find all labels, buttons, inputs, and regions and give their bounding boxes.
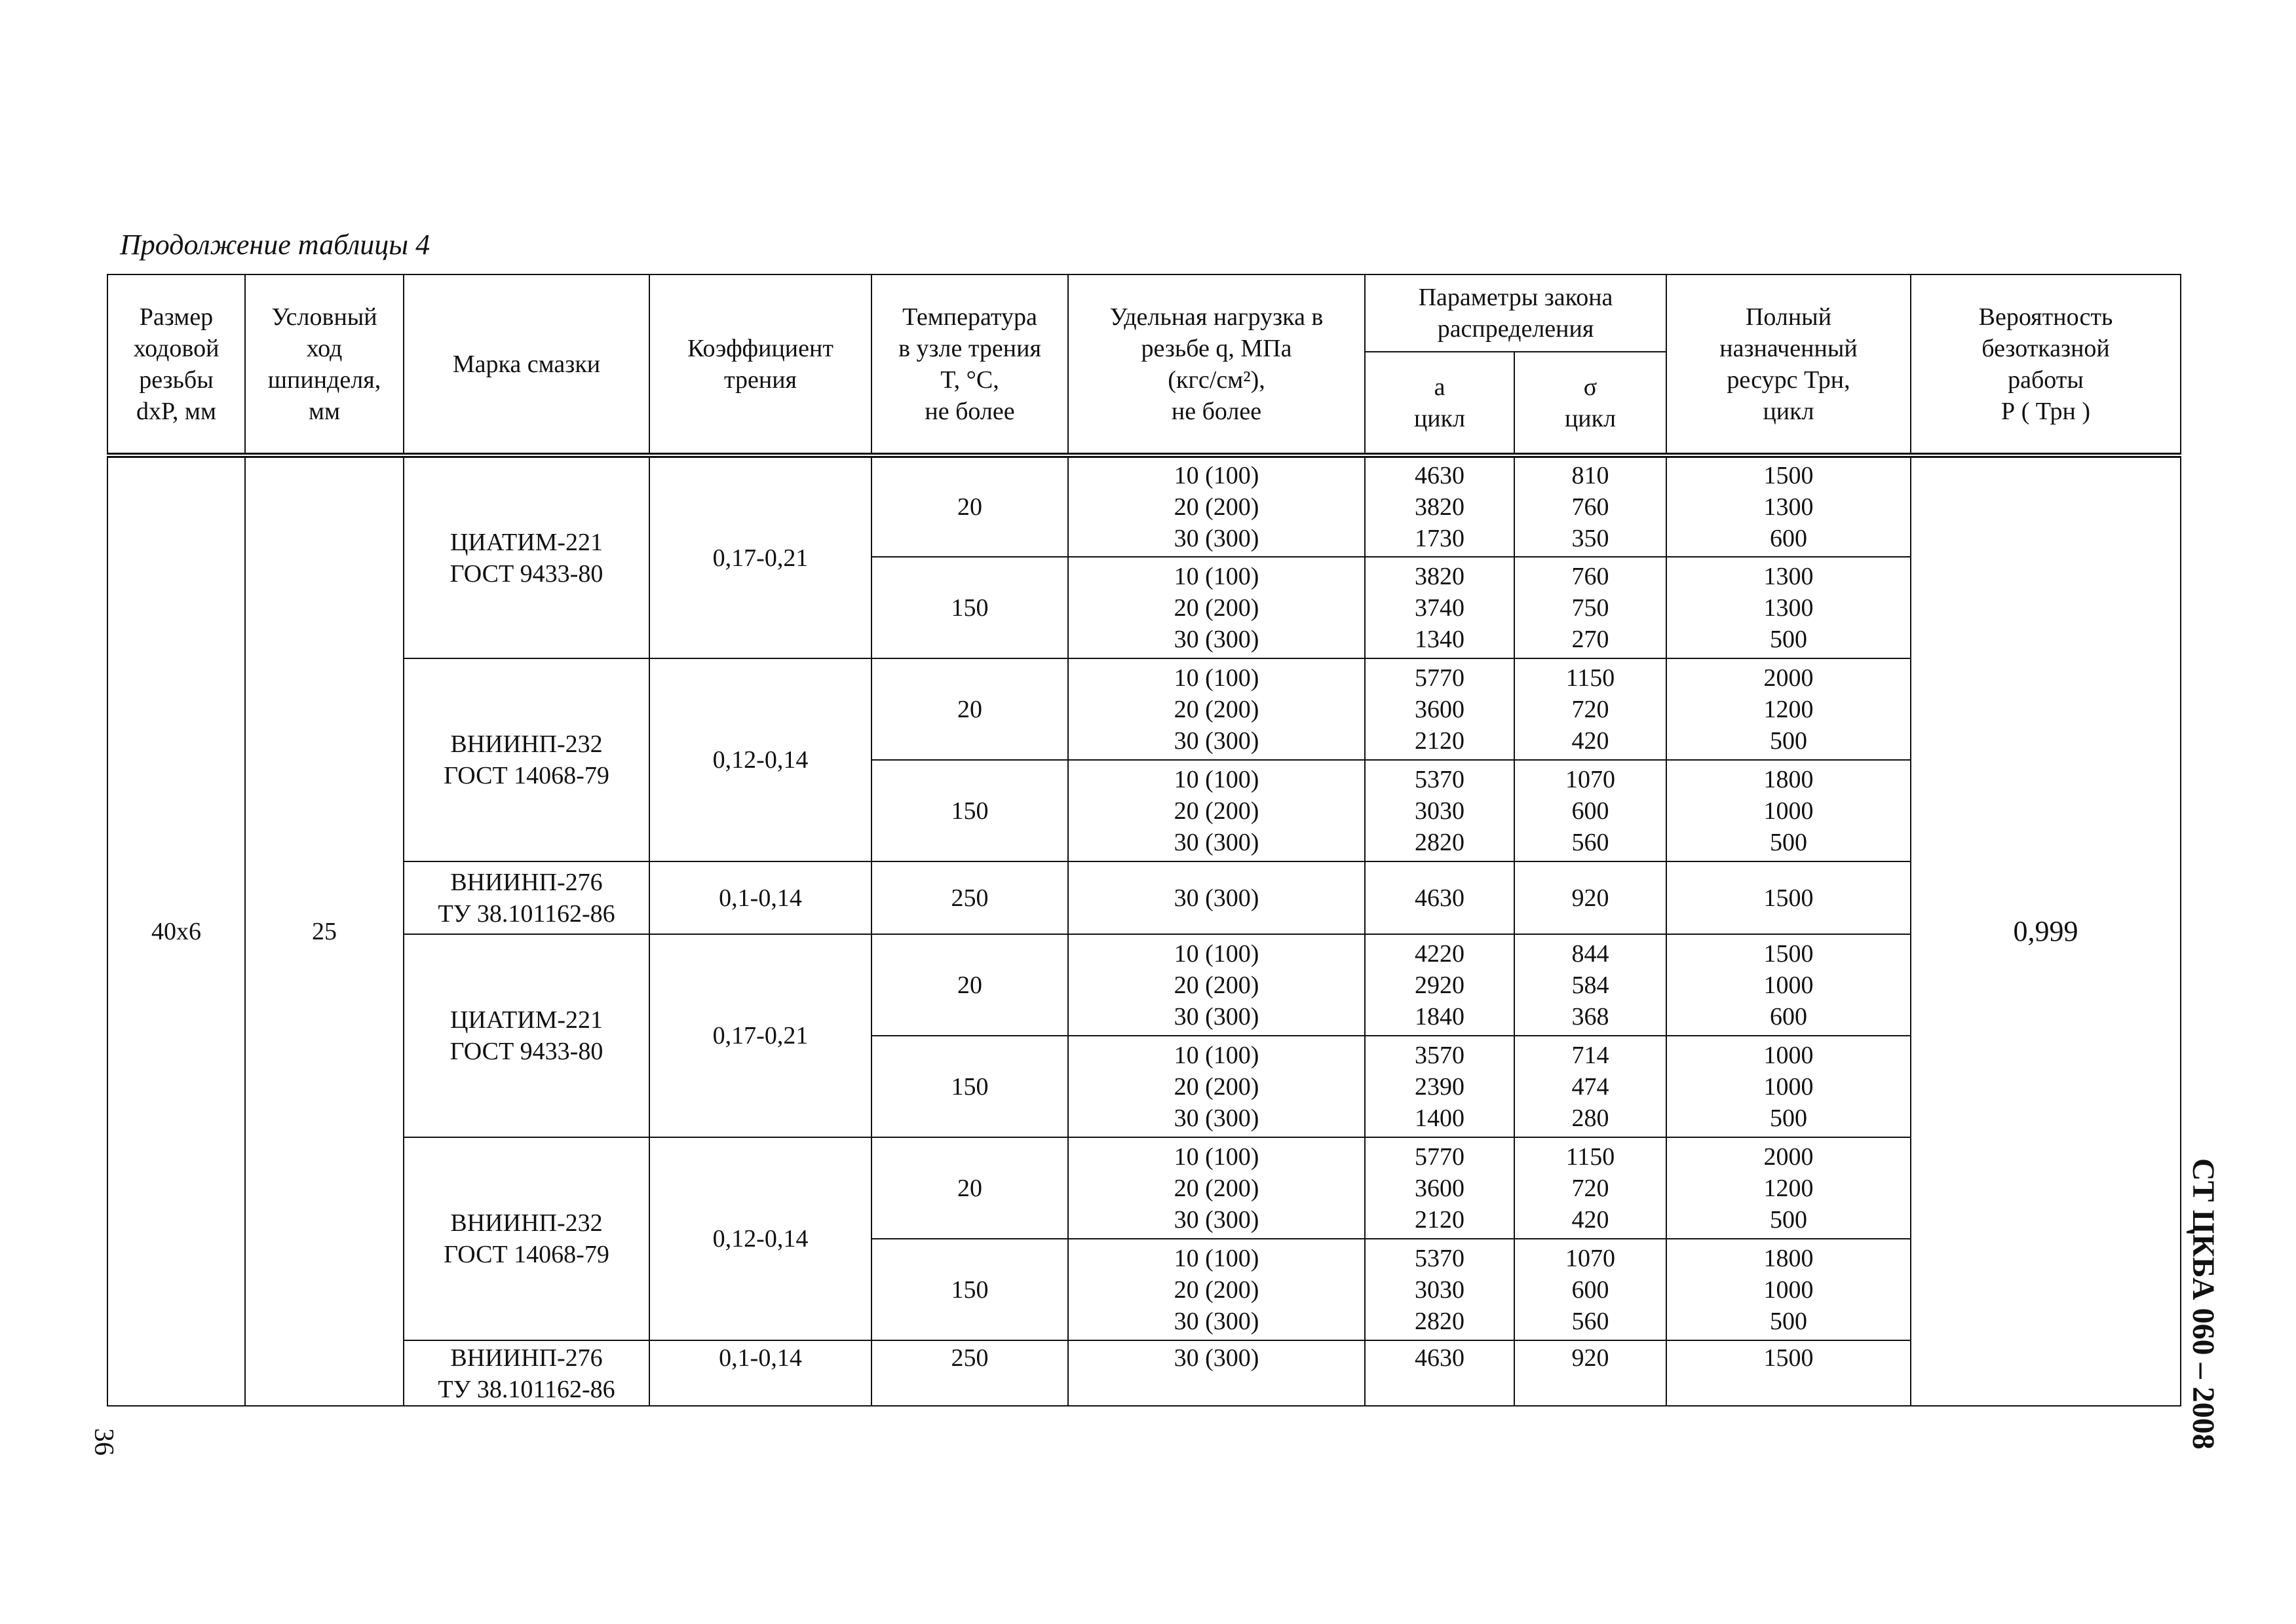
sigma-cell-value: 368 — [1571, 1002, 1609, 1030]
sigma-cell-value: 1070 — [1565, 1244, 1615, 1272]
table-row — [107, 455, 2181, 557]
load-cell-value: 20 (200) — [1174, 594, 1259, 622]
a-cell-value: 4630 — [1415, 884, 1464, 912]
resource-cell — [1666, 1239, 1911, 1340]
load-cell-value: 30 (300) — [1174, 1205, 1259, 1234]
sigma-cell-value: 420 — [1571, 1205, 1609, 1234]
table-header — [107, 274, 2181, 455]
header-grease: Марка смазки — [404, 274, 649, 455]
grease-cell-value: ТУ 38.101162-86 — [438, 899, 615, 928]
header-line: назначенный — [1719, 334, 1858, 362]
grease-cell-value: ЦИАТИМ-221 — [450, 528, 603, 556]
header-line: распределения — [1437, 315, 1594, 343]
temperature-cell: 150 — [871, 760, 1068, 861]
resource-cell-value: 1800 — [1763, 765, 1814, 793]
friction-cell: 0,1-0,14 — [649, 1340, 871, 1406]
sigma-cell-value: 474 — [1571, 1072, 1609, 1101]
header-line: безотказной — [1981, 334, 2110, 362]
header-line: Параметры закона — [1418, 284, 1613, 311]
a-cell-value: 2120 — [1415, 1205, 1464, 1234]
friction-cell: 0,17-0,21 — [649, 455, 871, 658]
a-cell — [1365, 1036, 1514, 1137]
temperature-cell: 150 — [871, 1239, 1068, 1340]
header-line: Удельная нагрузка в — [1109, 303, 1324, 331]
load-cell-value: 20 (200) — [1174, 797, 1259, 825]
resource-cell-value: 1500 — [1763, 462, 1814, 489]
a-cell-value: 4220 — [1415, 939, 1464, 968]
load-cell — [1068, 1137, 1365, 1239]
sigma-cell — [1514, 934, 1666, 1036]
load-cell — [1068, 1239, 1365, 1340]
load-cell — [1068, 934, 1365, 1036]
header-line: Вероятность — [1978, 303, 2113, 331]
temperature-cell: 250 — [871, 1340, 1068, 1406]
resource-cell-value: 1000 — [1763, 797, 1814, 825]
header-line: Размер — [139, 303, 214, 331]
sigma-cell — [1514, 1137, 1666, 1239]
a-cell-value: 1730 — [1415, 525, 1464, 552]
table-row — [107, 658, 2181, 760]
resource-cell — [1666, 455, 1911, 557]
resource-cell — [1666, 658, 1911, 760]
grease-cell — [404, 861, 649, 934]
resource-cell-value: 1200 — [1763, 1174, 1814, 1202]
friction-cell: 0,17-0,21 — [649, 934, 871, 1137]
header-line: Коэффициент — [687, 334, 833, 362]
friction-cell: 0,1-0,14 — [649, 861, 871, 934]
temperature-cell: 250 — [871, 861, 1068, 934]
sigma-cell-value: 1070 — [1565, 765, 1615, 793]
header-stroke — [245, 274, 404, 455]
load-cell — [1068, 760, 1365, 861]
a-cell-value: 1340 — [1415, 625, 1464, 653]
sigma-cell — [1514, 658, 1666, 760]
header-line: T, °C, — [940, 366, 999, 394]
grease-cell-value: ЦИАТИМ-221 — [450, 1006, 603, 1034]
header-line: мм — [308, 397, 341, 425]
stroke-cell: 25 — [245, 455, 404, 1406]
sigma-cell-value: 760 — [1571, 493, 1609, 521]
grease-cell-value: ТУ 38.101162-86 — [438, 1376, 615, 1403]
a-cell-value: 2820 — [1415, 828, 1464, 856]
load-cell-value: 20 (200) — [1174, 1072, 1259, 1101]
resource-cell-value: 500 — [1770, 727, 1807, 755]
load-cell-value: 10 (100) — [1174, 562, 1259, 590]
temperature-cell: 150 — [871, 1036, 1068, 1137]
resource-cell-value: 1500 — [1763, 939, 1814, 968]
header-line: ходовой — [133, 334, 220, 362]
resource-cell — [1666, 1340, 1911, 1406]
resource-cell-value: 1300 — [1763, 594, 1814, 622]
load-cell — [1068, 557, 1365, 658]
temperature-cell: 150 — [871, 557, 1068, 658]
a-cell-value: 4630 — [1415, 1344, 1464, 1372]
resource-cell — [1666, 1137, 1911, 1239]
resource-cell-value: 1300 — [1763, 493, 1814, 521]
grease-cell-value: ВНИИНП-232 — [450, 730, 603, 758]
a-cell-value: 5770 — [1415, 1142, 1464, 1171]
a-cell — [1365, 455, 1514, 557]
resource-cell-value: 1000 — [1763, 1041, 1814, 1069]
sigma-cell-value: 720 — [1571, 1174, 1609, 1202]
load-cell — [1068, 1340, 1365, 1406]
sigma-cell — [1514, 861, 1666, 934]
temperature-cell: 20 — [871, 658, 1068, 760]
resource-cell — [1666, 861, 1911, 934]
a-cell-value: 5770 — [1415, 664, 1464, 692]
grease-cell-value: ГОСТ 14068-79 — [444, 762, 609, 789]
grease-cell-value: ГОСТ 9433-80 — [450, 559, 603, 588]
grease-cell-value: ГОСТ 9433-80 — [450, 1038, 603, 1065]
sigma-cell — [1514, 1036, 1666, 1137]
header-thread-size — [107, 274, 245, 455]
table-row — [107, 934, 2181, 1036]
sigma-cell — [1514, 455, 1666, 557]
sigma-cell-value: 1150 — [1565, 664, 1615, 692]
a-cell-value: 3570 — [1415, 1041, 1464, 1069]
table-body — [107, 455, 2181, 1406]
document-id: СТ ЦКБА 060 – 2008 — [2186, 1158, 2221, 1450]
sigma-cell-value: 920 — [1571, 1344, 1609, 1372]
load-cell-value: 30 (300) — [1174, 625, 1259, 653]
load-cell-value: 20 (200) — [1174, 971, 1259, 999]
load-cell-value: 20 (200) — [1174, 695, 1259, 723]
a-cell — [1365, 1340, 1514, 1406]
friction-cell: 0,12-0,14 — [649, 1137, 871, 1340]
a-cell-value: 2820 — [1415, 1307, 1464, 1335]
load-cell-value: 10 (100) — [1174, 1244, 1259, 1272]
sigma-cell-value: 600 — [1571, 1275, 1609, 1304]
a-cell-value: 3740 — [1415, 594, 1464, 622]
header-line: a — [1434, 373, 1445, 401]
resource-cell — [1666, 760, 1911, 861]
sigma-cell — [1514, 557, 1666, 658]
header-line: Условный — [271, 303, 377, 331]
load-cell-value: 30 (300) — [1174, 1307, 1259, 1335]
lubricant-table — [107, 274, 2181, 1407]
load-cell-value: 10 (100) — [1174, 462, 1259, 489]
load-cell-value: 30 (300) — [1174, 727, 1259, 755]
resource-cell-value: 500 — [1770, 625, 1807, 653]
a-cell-value: 3820 — [1415, 493, 1464, 521]
load-cell-value: 30 (300) — [1174, 1344, 1259, 1372]
resource-cell-value: 500 — [1770, 828, 1807, 856]
sigma-cell-value: 584 — [1571, 971, 1609, 999]
a-cell-value: 5370 — [1415, 765, 1464, 793]
table-row — [107, 861, 2181, 934]
sigma-cell — [1514, 1340, 1666, 1406]
a-cell-value: 3600 — [1415, 1174, 1464, 1202]
header-line: цикл — [1413, 404, 1466, 432]
a-cell-value: 4630 — [1415, 462, 1464, 489]
sigma-cell-value: 714 — [1571, 1041, 1609, 1069]
header-line: цикл — [1564, 404, 1617, 432]
sigma-cell-value: 270 — [1571, 625, 1609, 653]
a-cell-value: 3820 — [1415, 562, 1464, 590]
resource-cell-value: 2000 — [1763, 664, 1814, 692]
grease-cell — [404, 1340, 649, 1406]
header-probability — [1911, 274, 2181, 455]
table-row — [107, 1137, 2181, 1239]
a-cell — [1365, 861, 1514, 934]
header-friction — [649, 274, 871, 455]
load-cell-value: 10 (100) — [1174, 664, 1259, 692]
header-line: (кгс/см²), — [1168, 366, 1265, 394]
load-cell — [1068, 658, 1365, 760]
sigma-cell-value: 720 — [1571, 695, 1609, 723]
load-cell — [1068, 455, 1365, 557]
sigma-cell-value: 920 — [1571, 884, 1609, 912]
a-cell-value: 3030 — [1415, 1275, 1464, 1304]
resource-cell-value: 1300 — [1763, 562, 1814, 590]
header-line: шпинделя, — [267, 366, 381, 394]
header-temperature — [871, 274, 1068, 455]
grease-cell-value: ВНИИНП-276 — [450, 868, 603, 896]
header-a — [1365, 352, 1514, 455]
load-cell-value: 30 (300) — [1174, 884, 1259, 912]
header-line: резьбы — [139, 366, 214, 394]
resource-cell-value: 1000 — [1763, 971, 1814, 999]
load-cell-value: 10 (100) — [1174, 765, 1259, 793]
load-cell-value: 30 (300) — [1174, 1002, 1259, 1030]
sigma-cell-value: 560 — [1571, 828, 1609, 856]
resource-cell-value: 600 — [1770, 1002, 1807, 1030]
table-row — [107, 1340, 2181, 1406]
header-line: Полный — [1745, 303, 1832, 331]
load-cell-value: 20 (200) — [1174, 493, 1259, 521]
load-cell-value: 30 (300) — [1174, 828, 1259, 856]
sigma-cell-value: 350 — [1571, 525, 1609, 552]
header-load — [1068, 274, 1365, 455]
sigma-cell-value: 750 — [1571, 594, 1609, 622]
grease-cell — [404, 1137, 649, 1340]
grease-cell-value: ВНИИНП-276 — [450, 1344, 603, 1372]
sigma-cell — [1514, 1239, 1666, 1340]
load-cell — [1068, 1036, 1365, 1137]
header-line: цикл — [1763, 397, 1814, 425]
resource-cell-value: 1500 — [1763, 1344, 1814, 1372]
resource-cell-value: 600 — [1770, 525, 1807, 552]
sigma-cell-value: 760 — [1571, 562, 1609, 590]
header-line: ход — [306, 334, 343, 362]
resource-cell — [1666, 1036, 1911, 1137]
a-cell-value: 1840 — [1415, 1002, 1464, 1030]
load-cell-value: 30 (300) — [1174, 525, 1259, 552]
friction-cell: 0,12-0,14 — [649, 658, 871, 861]
header-distribution-params — [1365, 274, 1666, 352]
header-line: Температура — [902, 303, 1037, 331]
sigma-cell-value: 1150 — [1565, 1142, 1615, 1171]
page-number: 36 — [88, 1428, 119, 1456]
grease-cell — [404, 658, 649, 861]
a-cell — [1365, 760, 1514, 861]
a-cell-value: 2120 — [1415, 727, 1464, 755]
resource-cell-value: 1500 — [1763, 884, 1814, 912]
temperature-cell: 20 — [871, 1137, 1068, 1239]
resource-cell-value: 500 — [1770, 1205, 1807, 1234]
resource-cell-value: 1200 — [1763, 695, 1814, 723]
header-line: не более — [1171, 397, 1262, 425]
temperature-cell: 20 — [871, 934, 1068, 1036]
header-line: резьбе q, МПа — [1141, 334, 1292, 362]
resource-cell-value: 500 — [1770, 1104, 1807, 1132]
header-line: трения — [723, 366, 797, 394]
grease-cell-value: ГОСТ 14068-79 — [444, 1241, 609, 1268]
load-cell-value: 20 (200) — [1174, 1275, 1259, 1304]
header-sigma — [1514, 352, 1666, 455]
probability-cell: 0,999 — [1911, 455, 2181, 1406]
sigma-cell-value: 560 — [1571, 1307, 1609, 1335]
thread-size-cell: 40x6 — [107, 455, 245, 1406]
header-resource — [1666, 274, 1911, 455]
load-cell-value: 20 (200) — [1174, 1174, 1259, 1202]
resource-cell-value: 500 — [1770, 1307, 1807, 1335]
load-cell-value: 10 (100) — [1174, 1041, 1259, 1069]
a-cell — [1365, 658, 1514, 760]
grease-cell-value: ВНИИНП-232 — [450, 1209, 603, 1237]
sigma-cell-value: 810 — [1571, 462, 1609, 489]
sigma-cell-value: 420 — [1571, 727, 1609, 755]
sigma-cell-value: 280 — [1571, 1104, 1609, 1132]
a-cell — [1365, 1137, 1514, 1239]
table-caption: Продолжение таблицы 4 — [120, 229, 430, 261]
resource-cell-value: 1800 — [1763, 1244, 1814, 1272]
grease-cell — [404, 934, 649, 1137]
header-line: работы — [2008, 366, 2084, 394]
a-cell-value: 5370 — [1415, 1244, 1464, 1272]
header-line: не более — [925, 397, 1015, 425]
resource-cell — [1666, 934, 1911, 1036]
a-cell-value: 2920 — [1415, 971, 1464, 999]
a-cell — [1365, 934, 1514, 1036]
grease-cell — [404, 455, 649, 658]
resource-cell — [1666, 557, 1911, 658]
load-cell — [1068, 861, 1365, 934]
sigma-cell-value: 844 — [1571, 939, 1609, 968]
a-cell — [1365, 557, 1514, 658]
header-line: dxP, мм — [136, 397, 216, 425]
load-cell-value: 30 (300) — [1174, 1104, 1259, 1132]
load-cell-value: 10 (100) — [1174, 1142, 1259, 1171]
resource-cell-value: 1000 — [1763, 1072, 1814, 1101]
a-cell-value: 3600 — [1415, 695, 1464, 723]
sigma-cell-value: 600 — [1571, 797, 1609, 825]
a-cell-value: 3030 — [1415, 797, 1464, 825]
header-line: ресурс Трн, — [1727, 366, 1850, 394]
header-line: Р ( Трн ) — [2000, 397, 2091, 425]
a-cell — [1365, 1239, 1514, 1340]
a-cell-value: 2390 — [1415, 1072, 1464, 1101]
resource-cell-value: 2000 — [1763, 1142, 1814, 1171]
resource-cell-value: 1000 — [1763, 1275, 1814, 1304]
header-line: в узле трения — [898, 334, 1041, 362]
temperature-cell: 20 — [871, 455, 1068, 557]
header-line: σ — [1583, 373, 1598, 401]
sigma-cell — [1514, 760, 1666, 861]
a-cell-value: 1400 — [1415, 1104, 1464, 1132]
load-cell-value: 10 (100) — [1174, 939, 1259, 968]
